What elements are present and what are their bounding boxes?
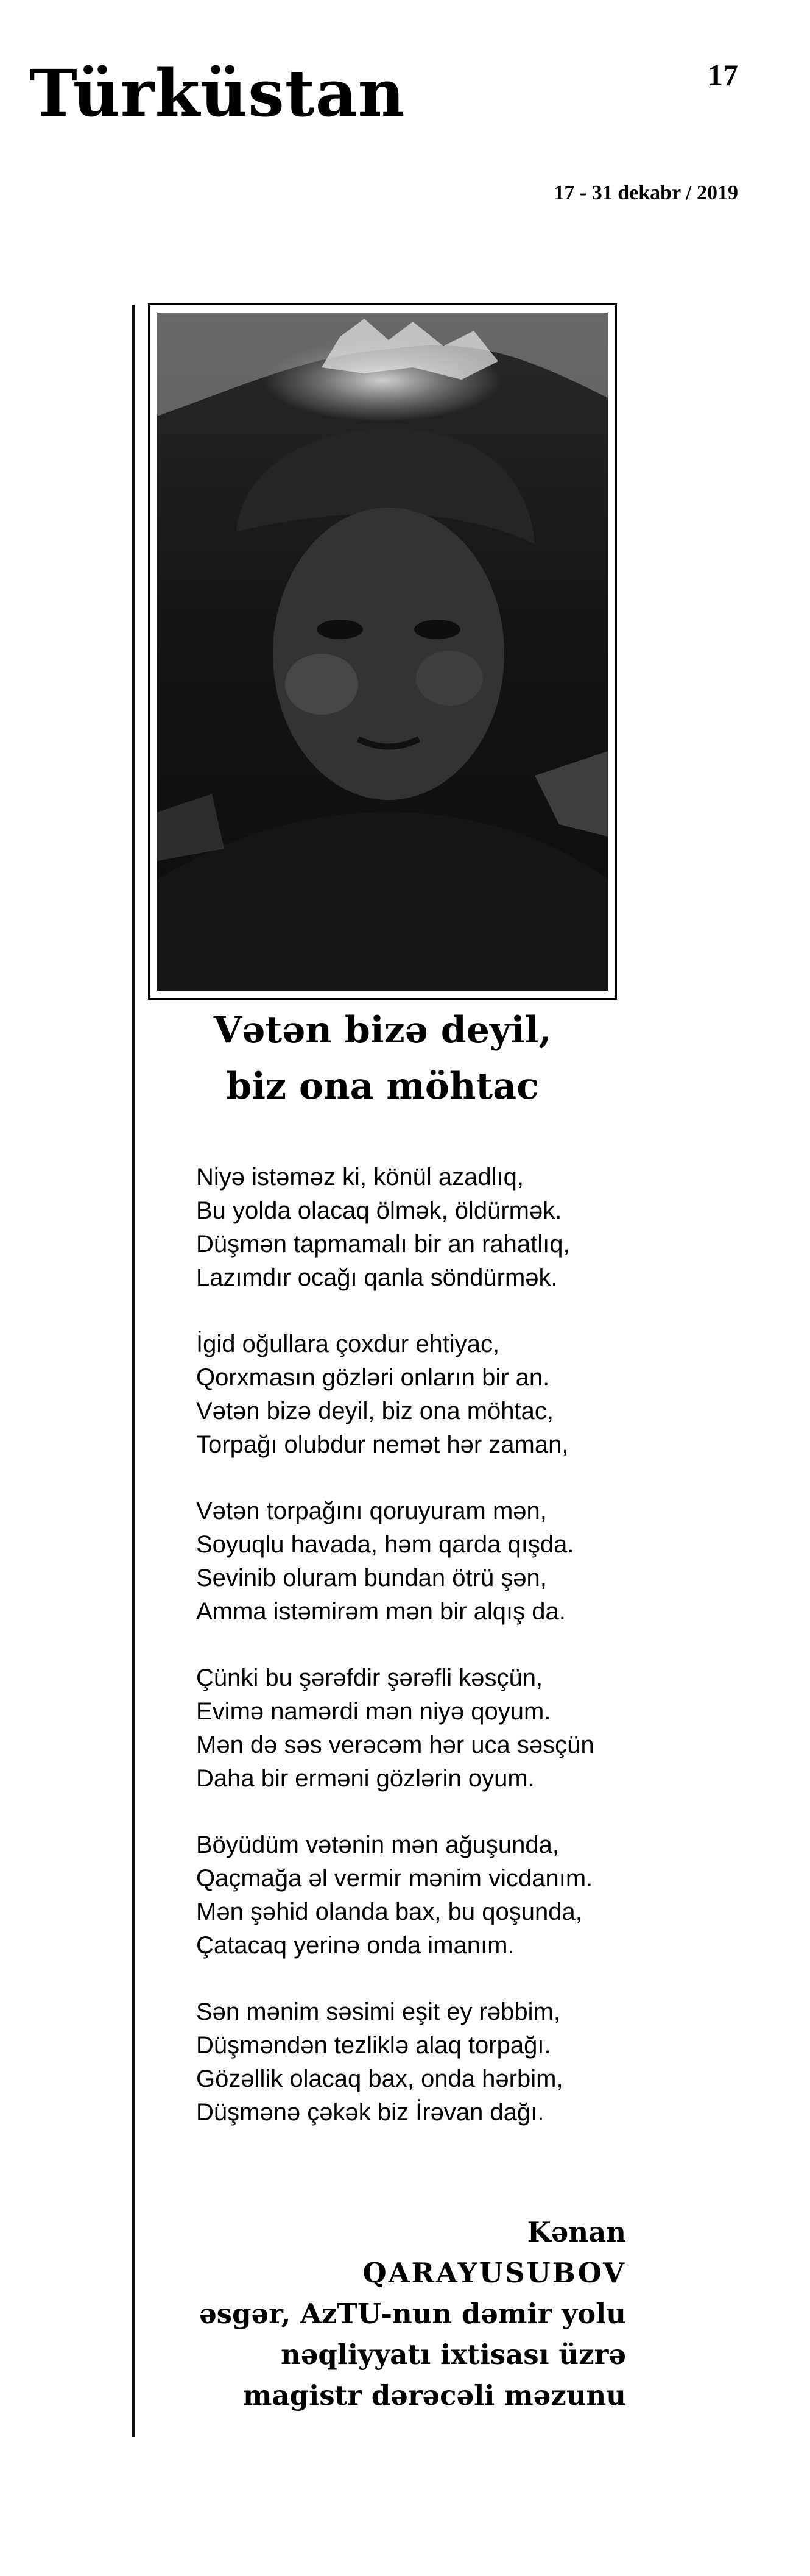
poem-line: Qorxmasın gözləri onların bir an. bbox=[196, 1364, 550, 1391]
author-last-name: QARAYUSUBOV bbox=[362, 2257, 626, 2289]
stanza bbox=[196, 1661, 635, 1796]
author-title-line-2: nəqliyyatı ixtisası üzrə bbox=[280, 2338, 626, 2371]
poem-title-line-1: Vətən bizə deyil, bbox=[213, 1009, 552, 1052]
poem-line: Niyə istəməz ki, könül azadlıq, bbox=[196, 1164, 524, 1191]
poem-line: Düşmən tapmamalı bir an rahatlıq, bbox=[196, 1231, 570, 1258]
poem-line: Sevinib oluram bundan ötrü şən, bbox=[196, 1565, 547, 1591]
stanza bbox=[196, 1995, 635, 2129]
poem-line: Amma istəmirəm mən bir alqış da. bbox=[196, 1598, 566, 1625]
poem-line: Soyuqlu havada, həm qarda qışda. bbox=[196, 1531, 574, 1558]
poem-line: Evimə namərdi mən niyə qoyum. bbox=[196, 1698, 551, 1725]
poem-line: Düşmənə çəkək biz İrəvan dağı. bbox=[196, 2099, 544, 2126]
poem-line: Sən mənim səsimi eşit ey rəbbim, bbox=[196, 1998, 560, 2025]
issue-date: 17 - 31 dekabr / 2019 bbox=[554, 182, 738, 204]
poem-line: Torpağı olubdur nemət hər zaman, bbox=[196, 1431, 569, 1458]
poem-line: Çatacaq yerinə onda imanım. bbox=[196, 1932, 515, 1959]
poem-line: Daha bir erməni gözlərin oyum. bbox=[196, 1765, 535, 1792]
poem-line: Vətən torpağını qoruyuram mən, bbox=[196, 1498, 547, 1524]
poem-line: Qaçmağa əl vermir mənim vicdanım. bbox=[196, 1865, 593, 1892]
poem-line: Mən şəhid olanda bax, bu qoşunda, bbox=[196, 1898, 582, 1925]
poem-line: Gözəllik olacaq bax, onda hərbim, bbox=[196, 2065, 563, 2092]
stanza bbox=[196, 1828, 635, 1962]
poem-line: Lazımdır ocağı qanla söndürmək. bbox=[196, 1264, 558, 1291]
poem-line: Bu yolda olacaq ölmək, öldürmək. bbox=[196, 1197, 562, 1224]
poem-line: Mən də səs verəcəm hər uca səsçün bbox=[196, 1732, 594, 1758]
newspaper-masthead: Türküstan bbox=[29, 55, 406, 131]
poem-title bbox=[148, 1002, 617, 1114]
author-title-line-1: əsgər, AzTU-nun dəmir yolu bbox=[199, 2298, 626, 2330]
author-portrait-photo bbox=[157, 313, 608, 991]
photo-frame bbox=[148, 303, 617, 1000]
poem-line: Böyüdüm vətənin mən ağuşunda, bbox=[196, 1831, 559, 1858]
author-first-name: Kənan bbox=[527, 2216, 626, 2248]
poem-line: Düşməndən tezliklə alaq torpağı. bbox=[196, 2032, 551, 2059]
poem-body bbox=[196, 1161, 635, 2162]
stanza bbox=[196, 1328, 635, 1462]
author-signature bbox=[199, 2212, 626, 2416]
stanza bbox=[196, 1161, 635, 1295]
portrait-silhouette bbox=[157, 313, 608, 991]
page-number: 17 bbox=[708, 58, 738, 92]
stanza bbox=[196, 1495, 635, 1629]
poem-line: Vətən bizə deyil, biz ona möhtac, bbox=[196, 1398, 554, 1424]
poem-title-line-2: biz ona möhtac bbox=[226, 1065, 539, 1108]
column-rule bbox=[132, 305, 135, 2437]
poem-line: Çünki bu şərəfdir şərəfli kəsçün, bbox=[196, 1665, 543, 1691]
poem-line: İgid oğullara çoxdur ehtiyac, bbox=[196, 1331, 500, 1357]
author-title-line-3: magistr dərəcəli məzunu bbox=[242, 2379, 626, 2411]
